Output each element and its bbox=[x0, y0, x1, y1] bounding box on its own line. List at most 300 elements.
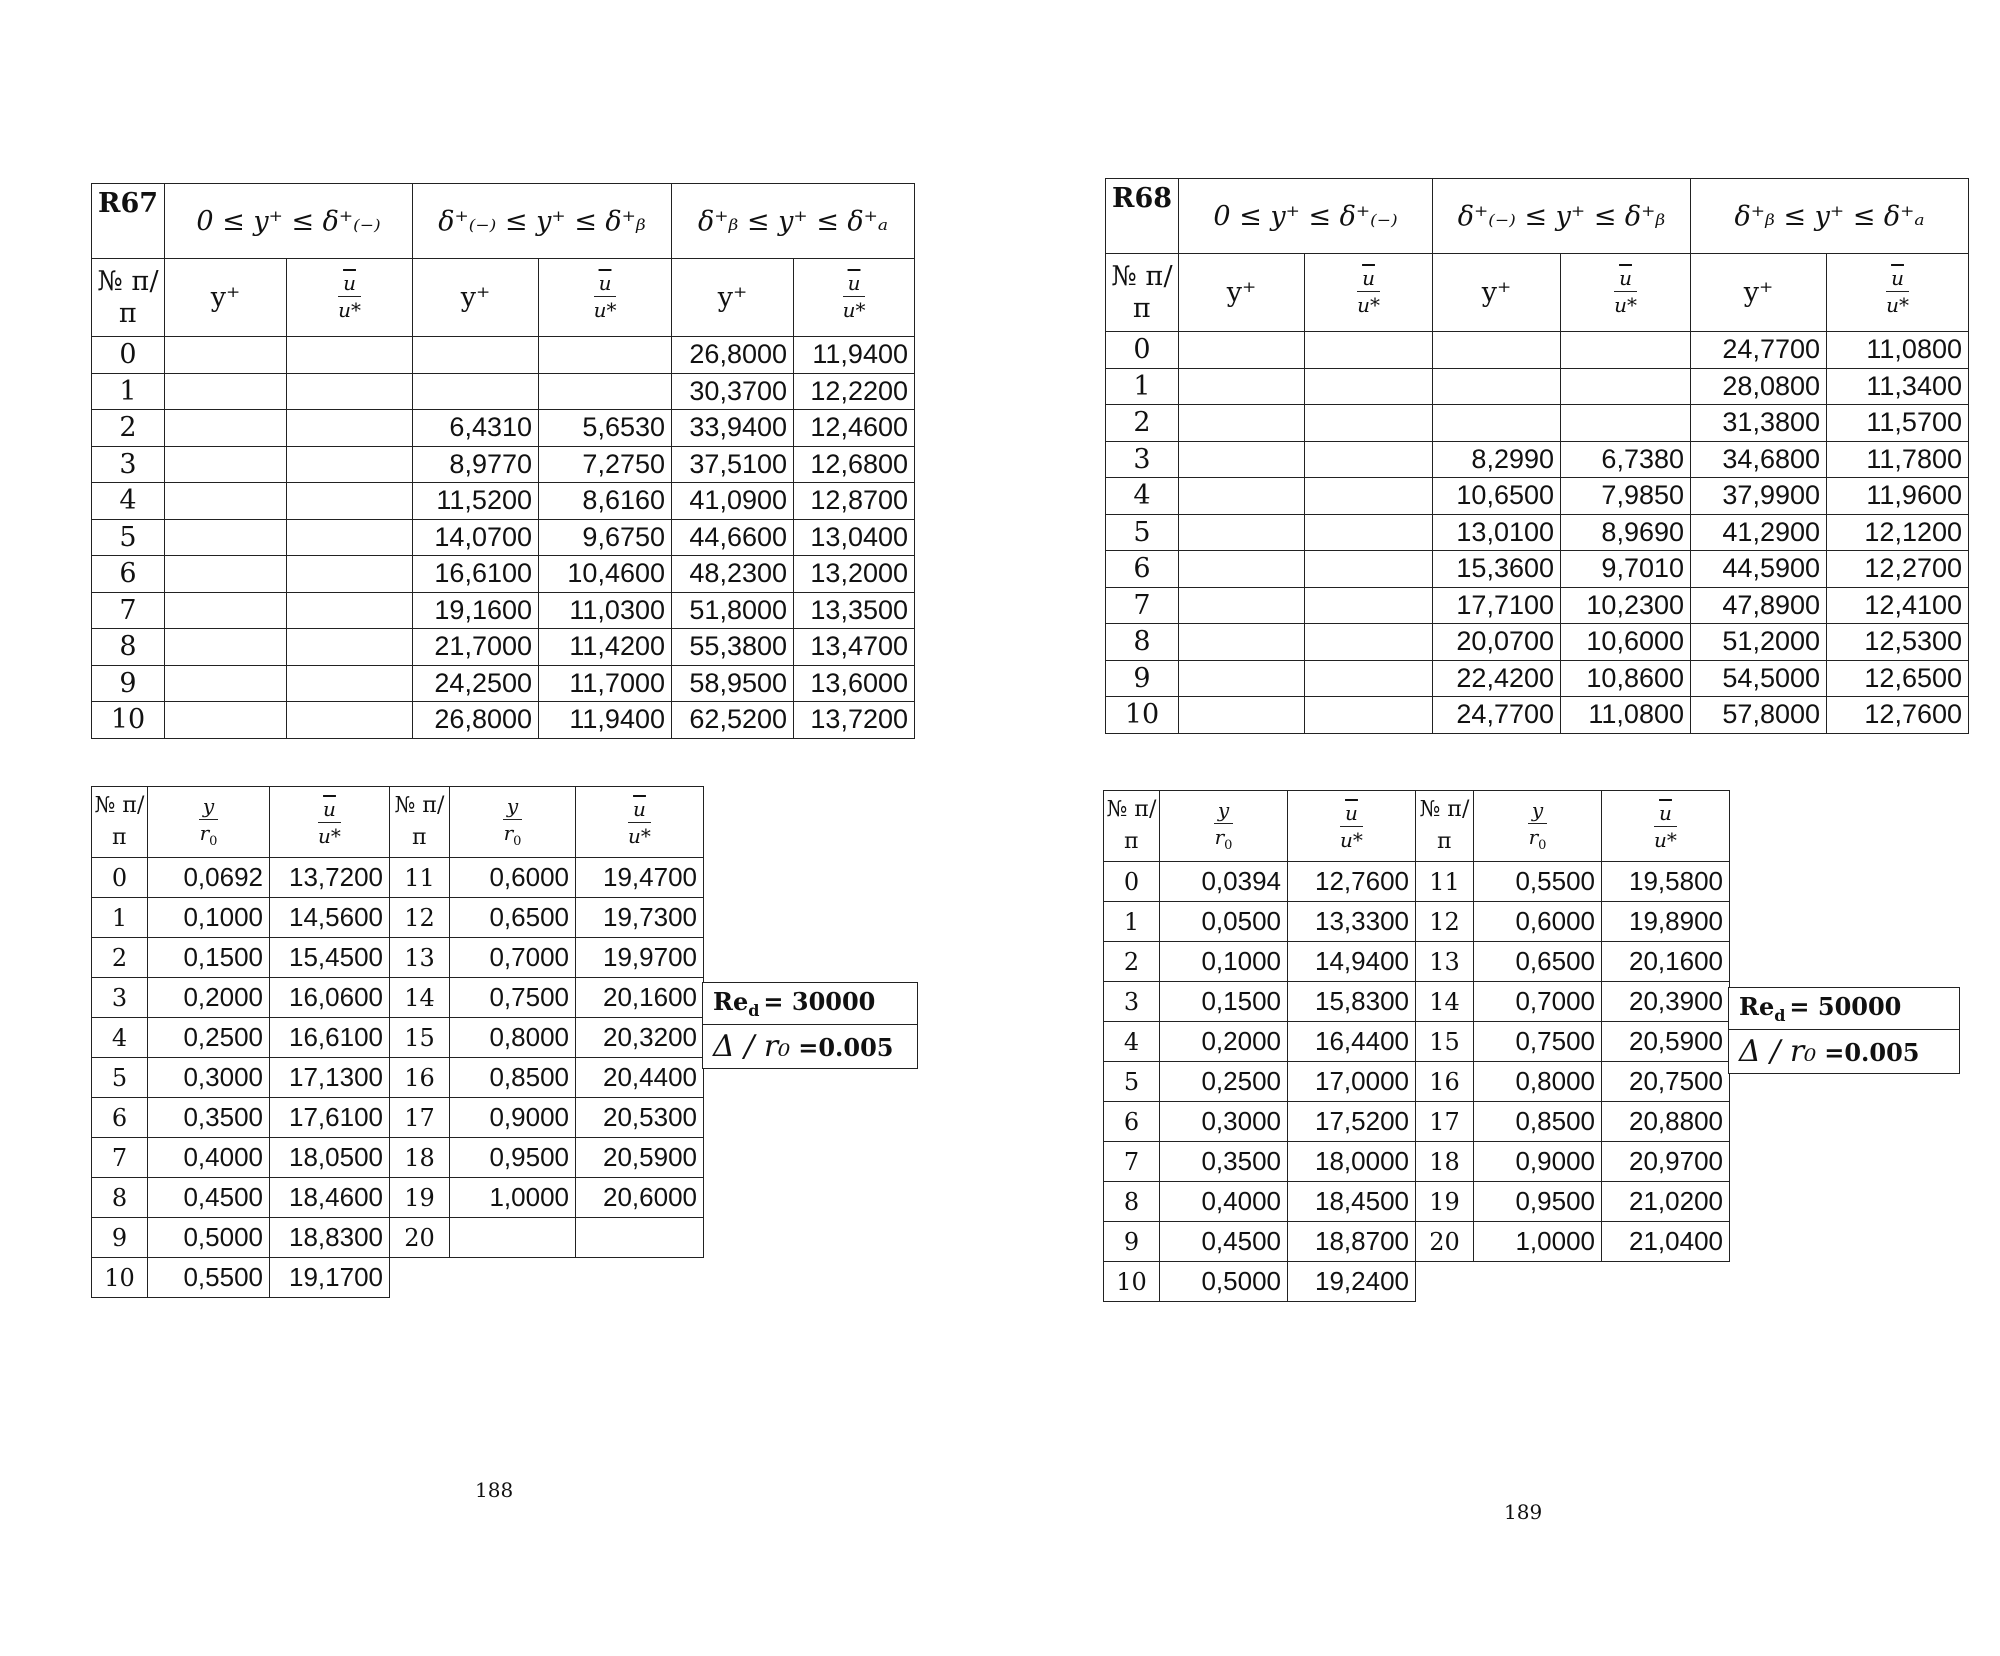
value-cell bbox=[287, 337, 413, 374]
y-ratio-value: 0,5000 bbox=[1160, 1262, 1288, 1302]
y-ratio-value: 0,8500 bbox=[450, 1058, 576, 1098]
frac-denominator: u* bbox=[1654, 827, 1677, 852]
value-cell bbox=[287, 446, 413, 483]
value-cell: 11,9600 bbox=[1827, 478, 1969, 515]
row-number: 19 bbox=[390, 1178, 450, 1218]
u-ratio-value: 19,9700 bbox=[576, 938, 704, 978]
u-over-ustar-label bbox=[594, 272, 617, 321]
velocity-profile-table bbox=[91, 786, 704, 1298]
table-tag: R67 bbox=[92, 184, 165, 259]
value-cell: 12,8700 bbox=[794, 483, 915, 520]
frac-numerator: y bbox=[1214, 799, 1233, 824]
profile-row bbox=[92, 1258, 704, 1298]
u-over-ustar-label bbox=[318, 798, 341, 847]
y-ratio-value: 0,3500 bbox=[148, 1098, 270, 1138]
value-cell: 41,0900 bbox=[672, 483, 794, 520]
u-ratio-value: 18,0000 bbox=[1288, 1142, 1416, 1182]
frac-denominator: u* bbox=[1340, 827, 1363, 852]
value-cell: 12,6800 bbox=[794, 446, 915, 483]
row-number: 14 bbox=[1416, 982, 1474, 1022]
u-ratio-value: 20,3900 bbox=[1602, 982, 1730, 1022]
empty-space bbox=[390, 1258, 704, 1298]
profile-row bbox=[1104, 1222, 1730, 1262]
u-ratio-value: 18,8700 bbox=[1288, 1222, 1416, 1262]
y-ratio-value: 1,0000 bbox=[1474, 1222, 1602, 1262]
value-cell bbox=[165, 556, 287, 593]
range-header: δ⁺₍₋₎ ≤ y⁺ ≤ δ⁺ᵦ bbox=[1433, 179, 1691, 254]
frac-denominator: $r_0$ bbox=[199, 820, 218, 849]
value-cell: 51,8000 bbox=[672, 592, 794, 629]
value-cell bbox=[1305, 405, 1433, 442]
row-number-header: № п/п bbox=[92, 259, 165, 337]
value-cell bbox=[165, 410, 287, 447]
value-cell bbox=[413, 373, 539, 410]
y-ratio-value: 0,8500 bbox=[1474, 1102, 1602, 1142]
y-over-r0-label bbox=[1214, 799, 1233, 853]
y-ratio-value: 0,2000 bbox=[1160, 1022, 1288, 1062]
value-cell: 31,3800 bbox=[1691, 405, 1827, 442]
value-cell: 11,9400 bbox=[794, 337, 915, 374]
row-number: 9 bbox=[92, 665, 165, 702]
frac-denominator: u* bbox=[1886, 292, 1909, 317]
table-row bbox=[92, 629, 915, 666]
row-number: 9 bbox=[92, 1218, 148, 1258]
u-ratio-value: 20,9700 bbox=[1602, 1142, 1730, 1182]
value-cell: 37,9900 bbox=[1691, 478, 1827, 515]
reynolds-number bbox=[1729, 988, 1959, 1029]
u-ratio-header bbox=[576, 787, 704, 858]
u-ratio-header bbox=[287, 259, 413, 337]
value-cell: 15,3600 bbox=[1433, 551, 1561, 588]
parameter-table bbox=[91, 183, 915, 739]
value-cell: 47,8900 bbox=[1691, 587, 1827, 624]
value-cell: 11,0800 bbox=[1827, 332, 1969, 369]
u-ratio-value: 21,0200 bbox=[1602, 1182, 1730, 1222]
row-number: 14 bbox=[390, 978, 450, 1018]
value-cell: 8,9690 bbox=[1561, 514, 1691, 551]
row-number: 5 bbox=[1104, 1062, 1160, 1102]
frac-numerator: y bbox=[503, 795, 522, 820]
u-ratio-value: 15,8300 bbox=[1288, 982, 1416, 1022]
roughness-label: Δ / r₀ bbox=[713, 1028, 791, 1064]
value-cell: 12,1200 bbox=[1827, 514, 1969, 551]
value-cell: 21,7000 bbox=[413, 629, 539, 666]
row-number: 1 bbox=[92, 373, 165, 410]
row-number: 5 bbox=[92, 519, 165, 556]
value-cell: 20,0700 bbox=[1433, 624, 1561, 661]
row-number: 8 bbox=[92, 1178, 148, 1218]
value-cell: 55,3800 bbox=[672, 629, 794, 666]
value-cell bbox=[1433, 368, 1561, 405]
u-ratio-value: 15,4500 bbox=[270, 938, 390, 978]
u-ratio-value bbox=[576, 1218, 704, 1258]
u-ratio-header bbox=[794, 259, 915, 337]
row-number: 15 bbox=[1416, 1022, 1474, 1062]
u-ratio-header bbox=[539, 259, 672, 337]
value-cell: 44,5900 bbox=[1691, 551, 1827, 588]
y-ratio-header bbox=[1474, 791, 1602, 862]
y-ratio-value: 0,1500 bbox=[1160, 982, 1288, 1022]
frac-denominator: u* bbox=[318, 823, 341, 848]
value-cell bbox=[165, 665, 287, 702]
y-over-r0-label bbox=[1528, 799, 1547, 853]
yplus-header: y⁺ bbox=[165, 259, 287, 337]
u-over-ustar-label bbox=[1357, 267, 1380, 316]
row-number: 3 bbox=[92, 978, 148, 1018]
value-cell bbox=[1179, 368, 1305, 405]
profile-row bbox=[92, 1058, 704, 1098]
roughness-value: =0.005 bbox=[798, 1032, 894, 1062]
y-over-r0-label bbox=[503, 795, 522, 849]
value-cell: 24,7700 bbox=[1433, 697, 1561, 734]
row-number: 8 bbox=[1104, 1182, 1160, 1222]
yplus-header: y⁺ bbox=[1179, 254, 1305, 332]
row-number: 1 bbox=[1106, 368, 1179, 405]
reynolds-box bbox=[1728, 987, 1960, 1074]
value-cell: 12,5300 bbox=[1827, 624, 1969, 661]
value-cell bbox=[165, 519, 287, 556]
frac-denominator: u* bbox=[1614, 292, 1637, 317]
row-number: 6 bbox=[92, 1098, 148, 1138]
value-cell: 22,4200 bbox=[1433, 660, 1561, 697]
u-ratio-value: 18,4600 bbox=[270, 1178, 390, 1218]
table-row bbox=[92, 373, 915, 410]
u-ratio-value: 18,0500 bbox=[270, 1138, 390, 1178]
value-cell: 37,5100 bbox=[672, 446, 794, 483]
u-ratio-value: 12,7600 bbox=[1288, 862, 1416, 902]
value-cell bbox=[1179, 660, 1305, 697]
table-row bbox=[1106, 697, 1969, 734]
row-number: 2 bbox=[92, 410, 165, 447]
u-ratio-value: 18,4500 bbox=[1288, 1182, 1416, 1222]
value-cell bbox=[1305, 368, 1433, 405]
row-number: 7 bbox=[92, 1138, 148, 1178]
frac-numerator: $\overline{u}$ bbox=[1357, 267, 1380, 292]
value-cell: 54,5000 bbox=[1691, 660, 1827, 697]
y-ratio-value: 0,6500 bbox=[1474, 942, 1602, 982]
re-label: Re bbox=[713, 987, 749, 1016]
value-cell: 12,2700 bbox=[1827, 551, 1969, 588]
value-cell: 11,3400 bbox=[1827, 368, 1969, 405]
row-number: 13 bbox=[390, 938, 450, 978]
profile-header-row bbox=[92, 787, 704, 858]
y-ratio-value: 0,2500 bbox=[1160, 1062, 1288, 1102]
row-number: 4 bbox=[92, 483, 165, 520]
table-row bbox=[92, 556, 915, 593]
row-number: 5 bbox=[92, 1058, 148, 1098]
row-number: 13 bbox=[1416, 942, 1474, 982]
value-cell bbox=[1561, 368, 1691, 405]
y-ratio-value bbox=[450, 1218, 576, 1258]
value-cell bbox=[1179, 441, 1305, 478]
row-number: 16 bbox=[390, 1058, 450, 1098]
row-number: 4 bbox=[1104, 1022, 1160, 1062]
value-cell bbox=[1305, 478, 1433, 515]
value-cell: 14,0700 bbox=[413, 519, 539, 556]
row-number: 11 bbox=[1416, 862, 1474, 902]
range-header: 0 ≤ y⁺ ≤ δ⁺₍₋₎ bbox=[165, 184, 413, 259]
y-ratio-value: 0,5500 bbox=[1474, 862, 1602, 902]
value-cell: 12,4600 bbox=[794, 410, 915, 447]
value-cell bbox=[287, 665, 413, 702]
u-over-ustar-label bbox=[843, 272, 866, 321]
row-number: 2 bbox=[92, 938, 148, 978]
value-cell bbox=[1305, 660, 1433, 697]
value-cell: 10,2300 bbox=[1561, 587, 1691, 624]
u-ratio-value: 20,5300 bbox=[576, 1098, 704, 1138]
y-ratio-value: 0,4000 bbox=[148, 1138, 270, 1178]
value-cell bbox=[287, 702, 413, 739]
y-ratio-value: 0,2500 bbox=[148, 1018, 270, 1058]
y-ratio-value: 0,7000 bbox=[450, 938, 576, 978]
row-number: 17 bbox=[390, 1098, 450, 1138]
value-cell: 7,2750 bbox=[539, 446, 672, 483]
profile-row bbox=[92, 1218, 704, 1258]
u-ratio-header bbox=[1288, 791, 1416, 862]
value-cell: 8,6160 bbox=[539, 483, 672, 520]
profile-row bbox=[1104, 1182, 1730, 1222]
frac-denominator: $r_0$ bbox=[1528, 824, 1547, 853]
u-ratio-header bbox=[1305, 254, 1433, 332]
frac-denominator: u* bbox=[842, 297, 866, 322]
u-ratio-value: 19,2400 bbox=[1288, 1262, 1416, 1302]
u-ratio-value: 19,5800 bbox=[1602, 862, 1730, 902]
value-cell bbox=[287, 373, 413, 410]
yplus-header: y⁺ bbox=[413, 259, 539, 337]
row-number: 6 bbox=[92, 556, 165, 593]
u-over-ustar-label bbox=[1886, 267, 1909, 316]
u-ratio-value: 20,1600 bbox=[576, 978, 704, 1018]
row-number: 0 bbox=[1106, 332, 1179, 369]
page-number: 189 bbox=[1504, 1500, 1543, 1524]
value-cell bbox=[1179, 478, 1305, 515]
value-cell: 11,0800 bbox=[1561, 697, 1691, 734]
u-ratio-value: 14,5600 bbox=[270, 898, 390, 938]
value-cell: 57,8000 bbox=[1691, 697, 1827, 734]
y-ratio-header bbox=[450, 787, 576, 858]
value-cell: 11,5200 bbox=[413, 483, 539, 520]
row-number-header: № п/п bbox=[1106, 254, 1179, 332]
table-row bbox=[1106, 332, 1969, 369]
row-number: 12 bbox=[390, 898, 450, 938]
value-cell bbox=[413, 337, 539, 374]
y-ratio-value: 0,5500 bbox=[148, 1258, 270, 1298]
value-cell: 9,7010 bbox=[1561, 551, 1691, 588]
value-cell bbox=[165, 592, 287, 629]
profile-row bbox=[92, 1098, 704, 1138]
y-ratio-value: 0,2000 bbox=[148, 978, 270, 1018]
frac-numerator: y bbox=[1528, 799, 1547, 824]
y-ratio-value: 0,9000 bbox=[1474, 1142, 1602, 1182]
frac-numerator: $\overline{u}$ bbox=[594, 272, 617, 297]
range-header: 0 ≤ y⁺ ≤ δ⁺₍₋₎ bbox=[1179, 179, 1433, 254]
table-row bbox=[92, 410, 915, 447]
table-row bbox=[92, 702, 915, 739]
value-cell: 6,7380 bbox=[1561, 441, 1691, 478]
value-cell: 48,2300 bbox=[672, 556, 794, 593]
table-row bbox=[1106, 660, 1969, 697]
u-ratio-value: 20,8800 bbox=[1602, 1102, 1730, 1142]
profile-row bbox=[1104, 862, 1730, 902]
row-number: 10 bbox=[92, 1258, 148, 1298]
value-cell: 13,6000 bbox=[794, 665, 915, 702]
row-number: 10 bbox=[1104, 1262, 1160, 1302]
profile-row bbox=[92, 938, 704, 978]
empty-space bbox=[1416, 1262, 1730, 1302]
row-number: 12 bbox=[1416, 902, 1474, 942]
u-ratio-value: 17,0000 bbox=[1288, 1062, 1416, 1102]
value-cell: 10,4600 bbox=[539, 556, 672, 593]
u-ratio-header bbox=[1827, 254, 1969, 332]
row-number: 20 bbox=[1416, 1222, 1474, 1262]
table-row bbox=[92, 519, 915, 556]
row-number: 3 bbox=[1104, 982, 1160, 1022]
value-cell bbox=[287, 556, 413, 593]
u-ratio-header bbox=[1602, 791, 1730, 862]
profile-row bbox=[1104, 1062, 1730, 1102]
re-label: Re bbox=[1739, 992, 1775, 1021]
row-number: 2 bbox=[1106, 405, 1179, 442]
profile-header-row bbox=[1104, 791, 1730, 862]
frac-numerator: $\overline{u}$ bbox=[338, 272, 361, 297]
roughness-ratio bbox=[1729, 1029, 1959, 1073]
profile-row bbox=[92, 1138, 704, 1178]
value-cell bbox=[1179, 624, 1305, 661]
profile-row bbox=[92, 1178, 704, 1218]
frac-denominator: $r_0$ bbox=[503, 820, 522, 849]
u-ratio-header bbox=[270, 787, 390, 858]
yplus-header: y⁺ bbox=[1691, 254, 1827, 332]
row-number: 4 bbox=[1106, 478, 1179, 515]
table-row bbox=[1106, 587, 1969, 624]
row-number-header: № п/п bbox=[1416, 791, 1474, 862]
value-cell: 11,5700 bbox=[1827, 405, 1969, 442]
re-subscript: d bbox=[1774, 1005, 1786, 1025]
u-ratio-value: 16,6100 bbox=[270, 1018, 390, 1058]
value-cell: 24,7700 bbox=[1691, 332, 1827, 369]
value-cell bbox=[165, 446, 287, 483]
table-row bbox=[1106, 478, 1969, 515]
row-number: 3 bbox=[92, 446, 165, 483]
table-row bbox=[92, 337, 915, 374]
profile-row bbox=[92, 1018, 704, 1058]
u-ratio-value: 13,3300 bbox=[1288, 902, 1416, 942]
row-number: 7 bbox=[1104, 1142, 1160, 1182]
frac-denominator: u* bbox=[593, 297, 617, 322]
value-cell bbox=[1305, 441, 1433, 478]
profile-row bbox=[1104, 942, 1730, 982]
row-number: 10 bbox=[1106, 697, 1179, 734]
frac-numerator: $\overline{u}$ bbox=[1654, 802, 1677, 827]
row-number: 11 bbox=[390, 858, 450, 898]
value-cell bbox=[287, 592, 413, 629]
value-cell: 26,8000 bbox=[413, 702, 539, 739]
table-row bbox=[92, 446, 915, 483]
u-ratio-value: 20,6000 bbox=[576, 1178, 704, 1218]
value-cell bbox=[1179, 697, 1305, 734]
roughness-value: =0.005 bbox=[1824, 1037, 1920, 1067]
value-cell bbox=[1561, 332, 1691, 369]
u-ratio-value: 16,0600 bbox=[270, 978, 390, 1018]
roughness-ratio bbox=[703, 1024, 917, 1068]
row-number: 2 bbox=[1104, 942, 1160, 982]
y-ratio-value: 0,0394 bbox=[1160, 862, 1288, 902]
value-cell: 6,4310 bbox=[413, 410, 539, 447]
u-ratio-value: 19,7300 bbox=[576, 898, 704, 938]
value-cell: 19,1600 bbox=[413, 592, 539, 629]
profile-row bbox=[92, 978, 704, 1018]
u-ratio-value: 20,4400 bbox=[576, 1058, 704, 1098]
u-ratio-value: 18,8300 bbox=[270, 1218, 390, 1258]
value-cell: 12,4100 bbox=[1827, 587, 1969, 624]
row-number: 9 bbox=[1104, 1222, 1160, 1262]
value-cell bbox=[1179, 405, 1305, 442]
value-cell: 11,7000 bbox=[539, 665, 672, 702]
row-number: 6 bbox=[1104, 1102, 1160, 1142]
value-cell: 28,0800 bbox=[1691, 368, 1827, 405]
row-number: 0 bbox=[92, 858, 148, 898]
value-cell: 44,6600 bbox=[672, 519, 794, 556]
frac-numerator: $\overline{u}$ bbox=[1340, 802, 1363, 827]
row-number: 8 bbox=[1106, 624, 1179, 661]
y-ratio-value: 0,8000 bbox=[1474, 1062, 1602, 1102]
frac-numerator: $\overline{u}$ bbox=[843, 272, 866, 297]
re-subscript: d bbox=[748, 1000, 760, 1020]
y-ratio-value: 0,9500 bbox=[450, 1138, 576, 1178]
y-ratio-value: 0,6500 bbox=[450, 898, 576, 938]
row-number: 10 bbox=[92, 702, 165, 739]
y-ratio-value: 0,1500 bbox=[148, 938, 270, 978]
table-row bbox=[1106, 551, 1969, 588]
row-number: 4 bbox=[92, 1018, 148, 1058]
frac-numerator: y bbox=[199, 795, 218, 820]
value-cell: 62,5200 bbox=[672, 702, 794, 739]
row-number: 6 bbox=[1106, 551, 1179, 588]
yplus-header: y⁺ bbox=[672, 259, 794, 337]
table-row bbox=[1106, 514, 1969, 551]
re-value: = 30000 bbox=[763, 987, 876, 1016]
column-header-row bbox=[1106, 254, 1969, 332]
y-ratio-value: 0,8000 bbox=[450, 1018, 576, 1058]
table-row bbox=[1106, 405, 1969, 442]
value-cell: 24,2500 bbox=[413, 665, 539, 702]
value-cell bbox=[165, 629, 287, 666]
frac-numerator: $\overline{u}$ bbox=[1886, 267, 1909, 292]
table-row bbox=[92, 592, 915, 629]
row-number: 7 bbox=[92, 592, 165, 629]
value-cell: 11,7800 bbox=[1827, 441, 1969, 478]
u-over-ustar-label bbox=[1614, 267, 1637, 316]
value-cell bbox=[1305, 514, 1433, 551]
table-row bbox=[92, 483, 915, 520]
frac-denominator: u* bbox=[338, 297, 361, 322]
row-number: 1 bbox=[1104, 902, 1160, 942]
value-cell: 13,7200 bbox=[794, 702, 915, 739]
value-cell bbox=[1305, 624, 1433, 661]
value-cell bbox=[165, 483, 287, 520]
y-ratio-value: 0,7500 bbox=[1474, 1022, 1602, 1062]
frac-numerator: $\overline{u}$ bbox=[318, 798, 341, 823]
value-cell: 10,8600 bbox=[1561, 660, 1691, 697]
table-row bbox=[1106, 624, 1969, 661]
frac-numerator: $\overline{u}$ bbox=[1614, 267, 1637, 292]
row-number-header: № п/п bbox=[390, 787, 450, 858]
y-ratio-value: 0,6000 bbox=[450, 858, 576, 898]
profile-row bbox=[1104, 1022, 1730, 1062]
value-cell: 11,4200 bbox=[539, 629, 672, 666]
u-ratio-value: 19,1700 bbox=[270, 1258, 390, 1298]
row-number: 3 bbox=[1106, 441, 1179, 478]
